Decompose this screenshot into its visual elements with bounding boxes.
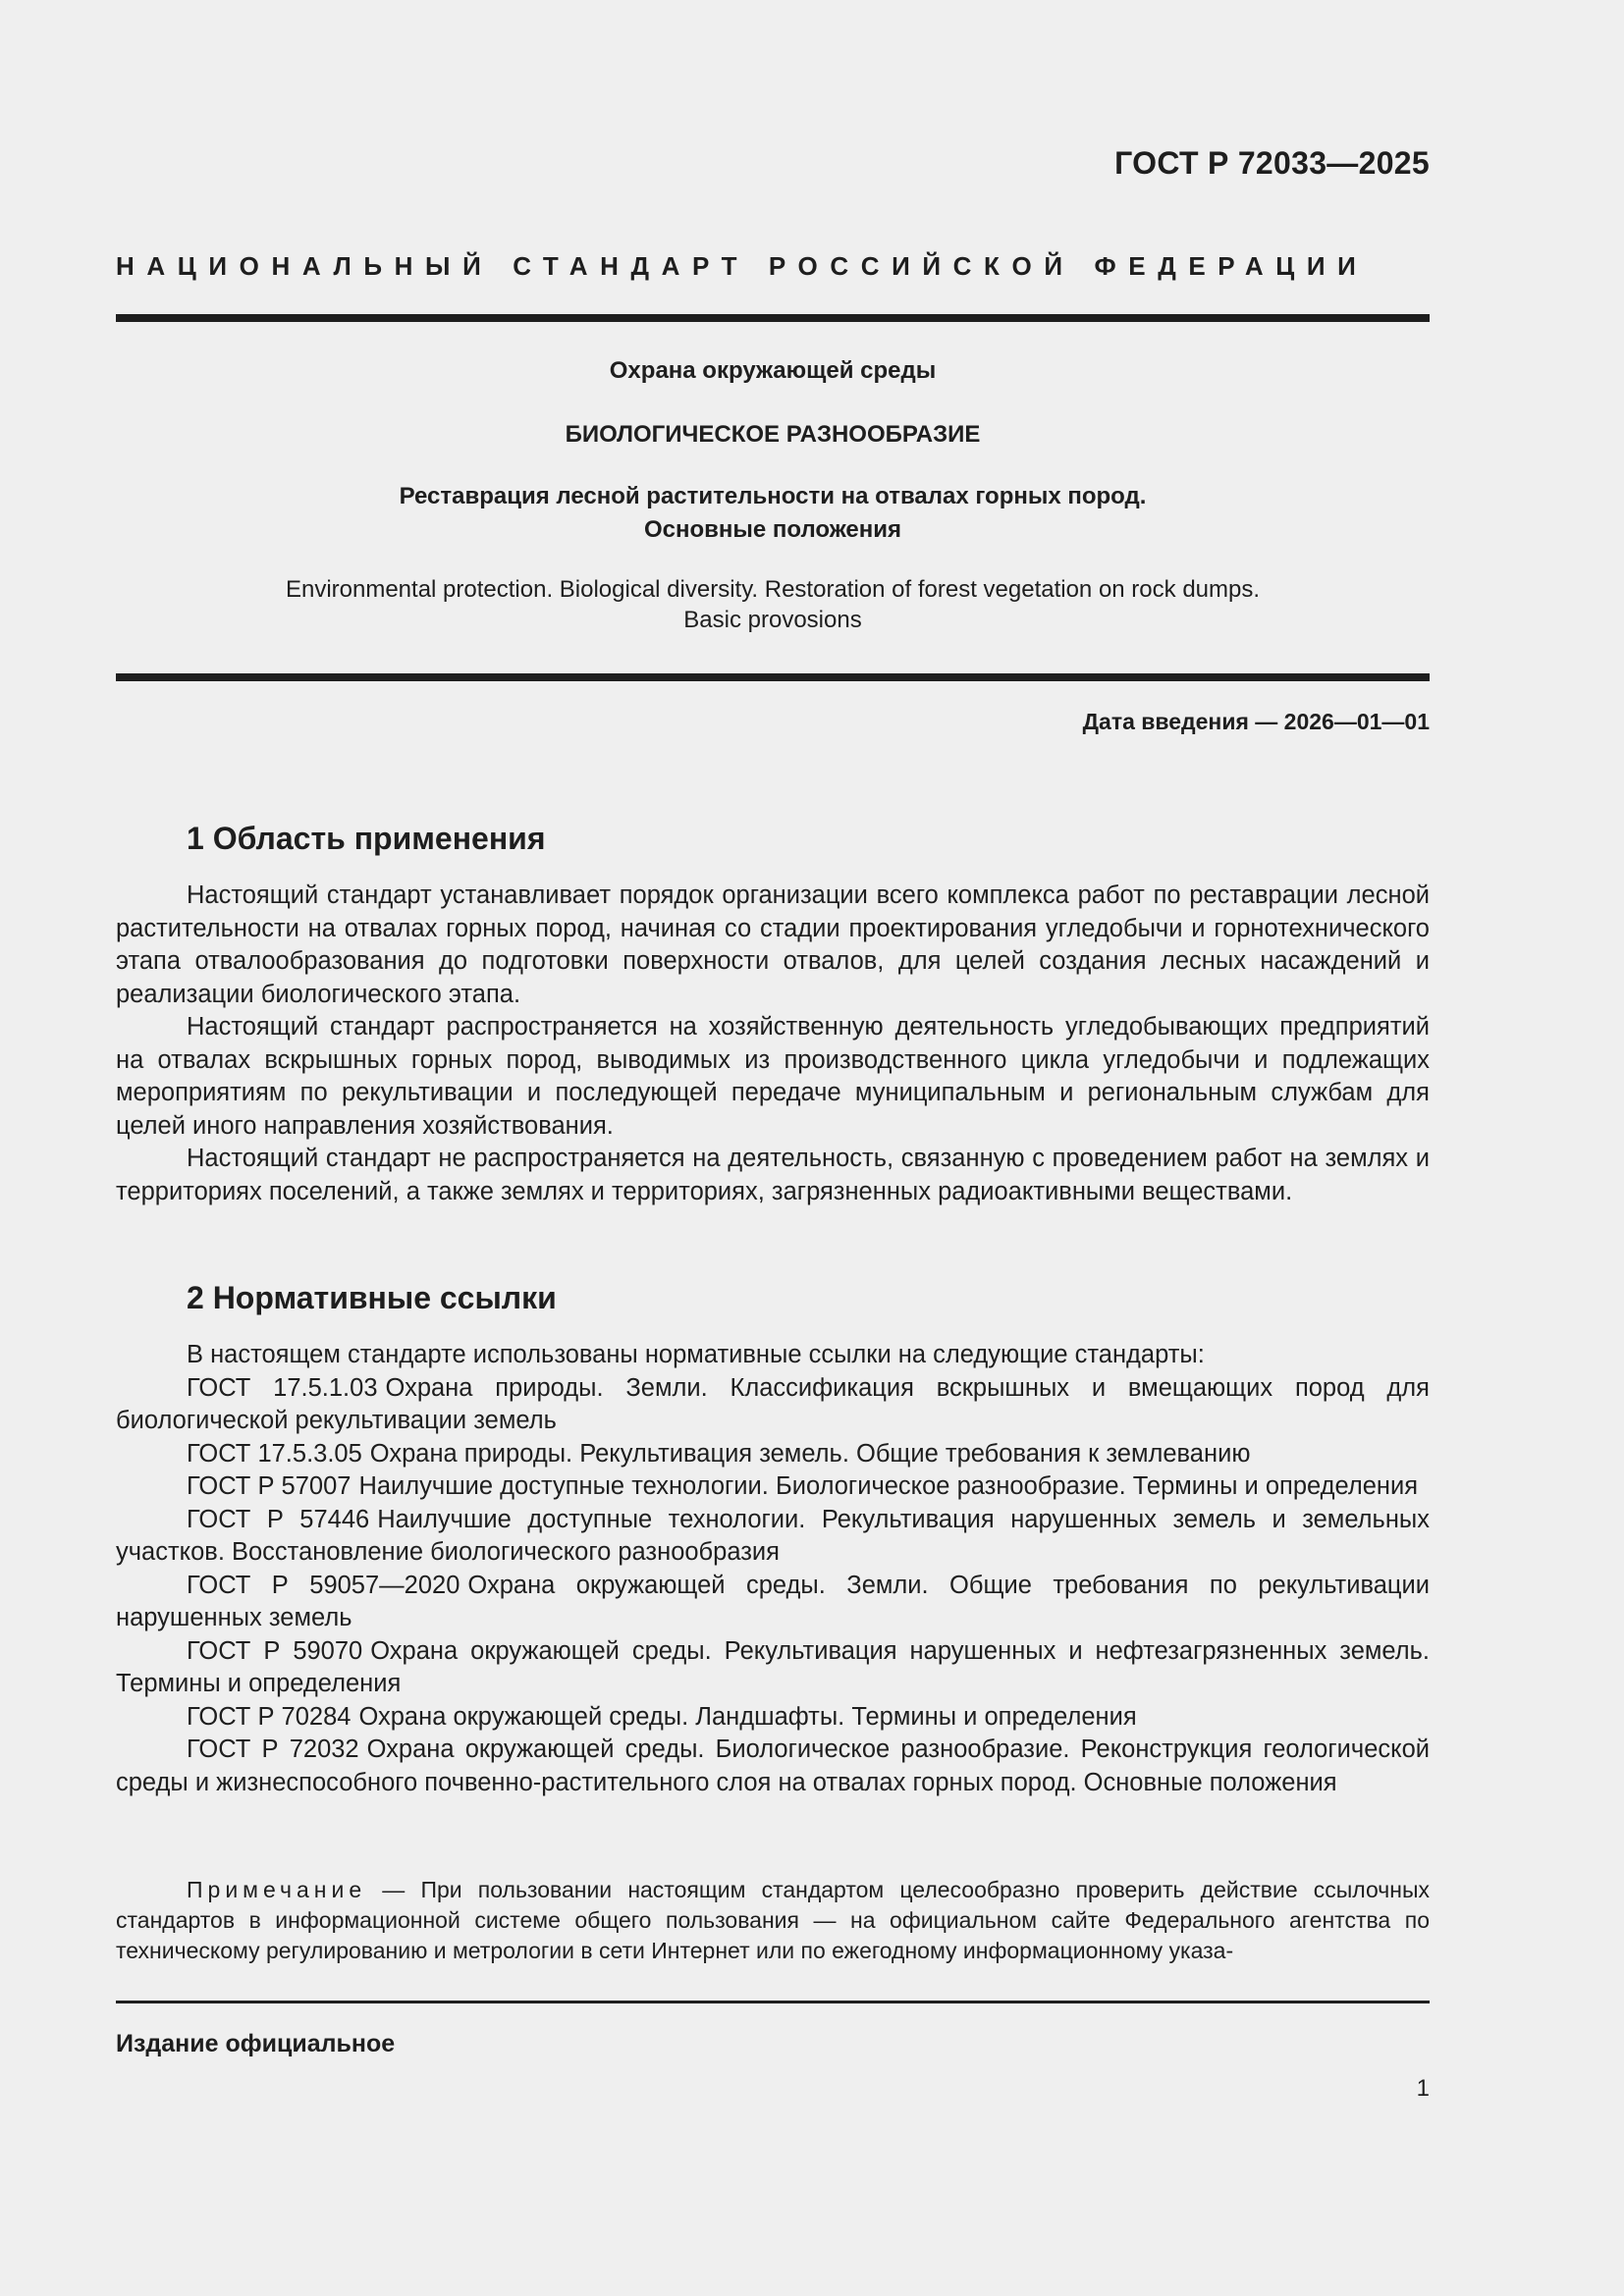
title-line-3a: Реставрация лесной растительности на отвалах горных пород. bbox=[399, 483, 1147, 509]
title-line-3b: Основные положения bbox=[643, 516, 902, 543]
reference-item bbox=[116, 1504, 1430, 1570]
section-1-paragraph: Настоящий стандарт распространяется на хозяйственную деятельность угледобывающих предприятий на отвалах вскрышных горных пород, выводимых из производственного цикла угледобычи и подлежащих мероприятиям по рекультивации и последующей передаче муниципальным и региональным службам для целей иного направления хозяйствования. bbox=[116, 1013, 1430, 1140]
section-1-paragraph: Настоящий стандарт устанавливает порядок организации всего комплекса работ по реставрации лесной растительности на отвалах горных пород, начиная со стадии проектирования угледобычи и горнотехнического этапа отвалообразования до подготовки поверхности отвалов, для целей создания лесных насаждений и реализации биологического этапа. bbox=[116, 881, 1430, 1008]
document-number: ГОСТ Р 72033—2025 bbox=[1114, 145, 1430, 181]
title-line-1: Охрана окружающей среды bbox=[609, 357, 937, 384]
reference-title: Охрана окружающей среды. Земли. Общие требования по рекультивации нарушенных земель bbox=[116, 1571, 1430, 1631]
section-1-heading: 1 Область применения bbox=[187, 821, 546, 856]
reference-item bbox=[116, 1438, 1430, 1471]
reference-code: ГОСТ Р 70284 bbox=[187, 1702, 352, 1731]
reference-title: Наилучшие доступные технологии. Биологическое разнообразие. Термины и определения bbox=[358, 1472, 1419, 1500]
title-line-2: БИОЛОГИЧЕСКОЕ РАЗНООБРАЗИЕ bbox=[565, 421, 981, 448]
reference-title: Охрана окружающей среды. Рекультивация нарушенных и нефтезагрязненных земель. Термины и определения bbox=[116, 1636, 1430, 1697]
reference-item bbox=[116, 1635, 1430, 1701]
reference-code: ГОСТ Р 59070 bbox=[187, 1636, 363, 1665]
reference-title: Наилучшие доступные технологии. Рекультивация нарушенных земель и земельных участков. Восстановление биологического разнообразия bbox=[116, 1505, 1430, 1566]
section-1-body bbox=[116, 880, 1430, 1208]
national-standard-banner: НАЦИОНАЛЬНЫЙ СТАНДАРТ РОССИЙСКОЙ ФЕДЕРАЦИИ bbox=[116, 251, 1369, 281]
section-2-intro: В настоящем стандарте использованы нормативные ссылки на следующие стандарты: bbox=[187, 1341, 1205, 1368]
reference-code: ГОСТ Р 72032 bbox=[187, 1735, 359, 1763]
reference-code: ГОСТ 17.5.3.05 bbox=[187, 1439, 362, 1468]
section-2-heading: 2 Нормативные ссылки bbox=[187, 1280, 557, 1315]
official-edition-label: Издание официальное bbox=[116, 2030, 396, 2057]
introduction-date: Дата введения — 2026—01—01 bbox=[1082, 709, 1430, 734]
reference-title: Охрана природы. Рекультивация земель. Общие требования к землеванию bbox=[369, 1439, 1251, 1468]
note-paragraph bbox=[116, 1875, 1430, 1966]
title-bottom-divider bbox=[116, 673, 1430, 681]
note-text: — При пользовании настоящим стандартом целесообразно проверить действие ссылочных стандартов в информационной системе общего пользования — на официальном сайте Федерального агентства по техническому регулированию и метрологии в сети Интернет или по ежегодному информационному указа- bbox=[116, 1877, 1430, 1963]
reference-item bbox=[116, 1372, 1430, 1438]
top-divider bbox=[116, 314, 1430, 322]
reference-item bbox=[116, 1734, 1430, 1799]
reference-title: Охрана окружающей среды. Биологическое разнообразие. Реконструкция геологической среды и жизнеспособного почвенно-растительного слоя на отвалах горных пород. Основные положения bbox=[116, 1735, 1430, 1796]
reference-title: Охрана природы. Земли. Классификация вскрышных и вмещающих пород для биологической рекультивации земель bbox=[116, 1373, 1430, 1434]
reference-code: ГОСТ Р 57446 bbox=[187, 1505, 370, 1533]
reference-code: ГОСТ Р 57007 bbox=[187, 1472, 352, 1500]
reference-item bbox=[116, 1570, 1430, 1635]
english-title-b: Basic provosions bbox=[683, 607, 862, 633]
reference-code: ГОСТ 17.5.1.03 bbox=[187, 1373, 378, 1402]
note-label: Примечание bbox=[187, 1877, 367, 1902]
english-title-a: Environmental protection. Biological diversity. Restoration of forest vegetation on rock dumps. bbox=[285, 576, 1261, 603]
section-1-paragraph: Настоящий стандарт не распространяется на деятельность, связанную с проведением работ на землях и территориях поселений, а также землях и территориях, загрязненных радиоактивными веществами. bbox=[116, 1145, 1430, 1205]
reference-code: ГОСТ Р 59057—2020 bbox=[187, 1571, 460, 1599]
section-2-body bbox=[116, 1339, 1430, 1799]
page-number: 1 bbox=[1416, 2075, 1430, 2102]
footer-divider bbox=[116, 2001, 1430, 2003]
reference-title: Охрана окружающей среды. Ландшафты. Термины и определения bbox=[358, 1702, 1137, 1731]
reference-item bbox=[116, 1701, 1430, 1735]
reference-item bbox=[116, 1470, 1430, 1504]
